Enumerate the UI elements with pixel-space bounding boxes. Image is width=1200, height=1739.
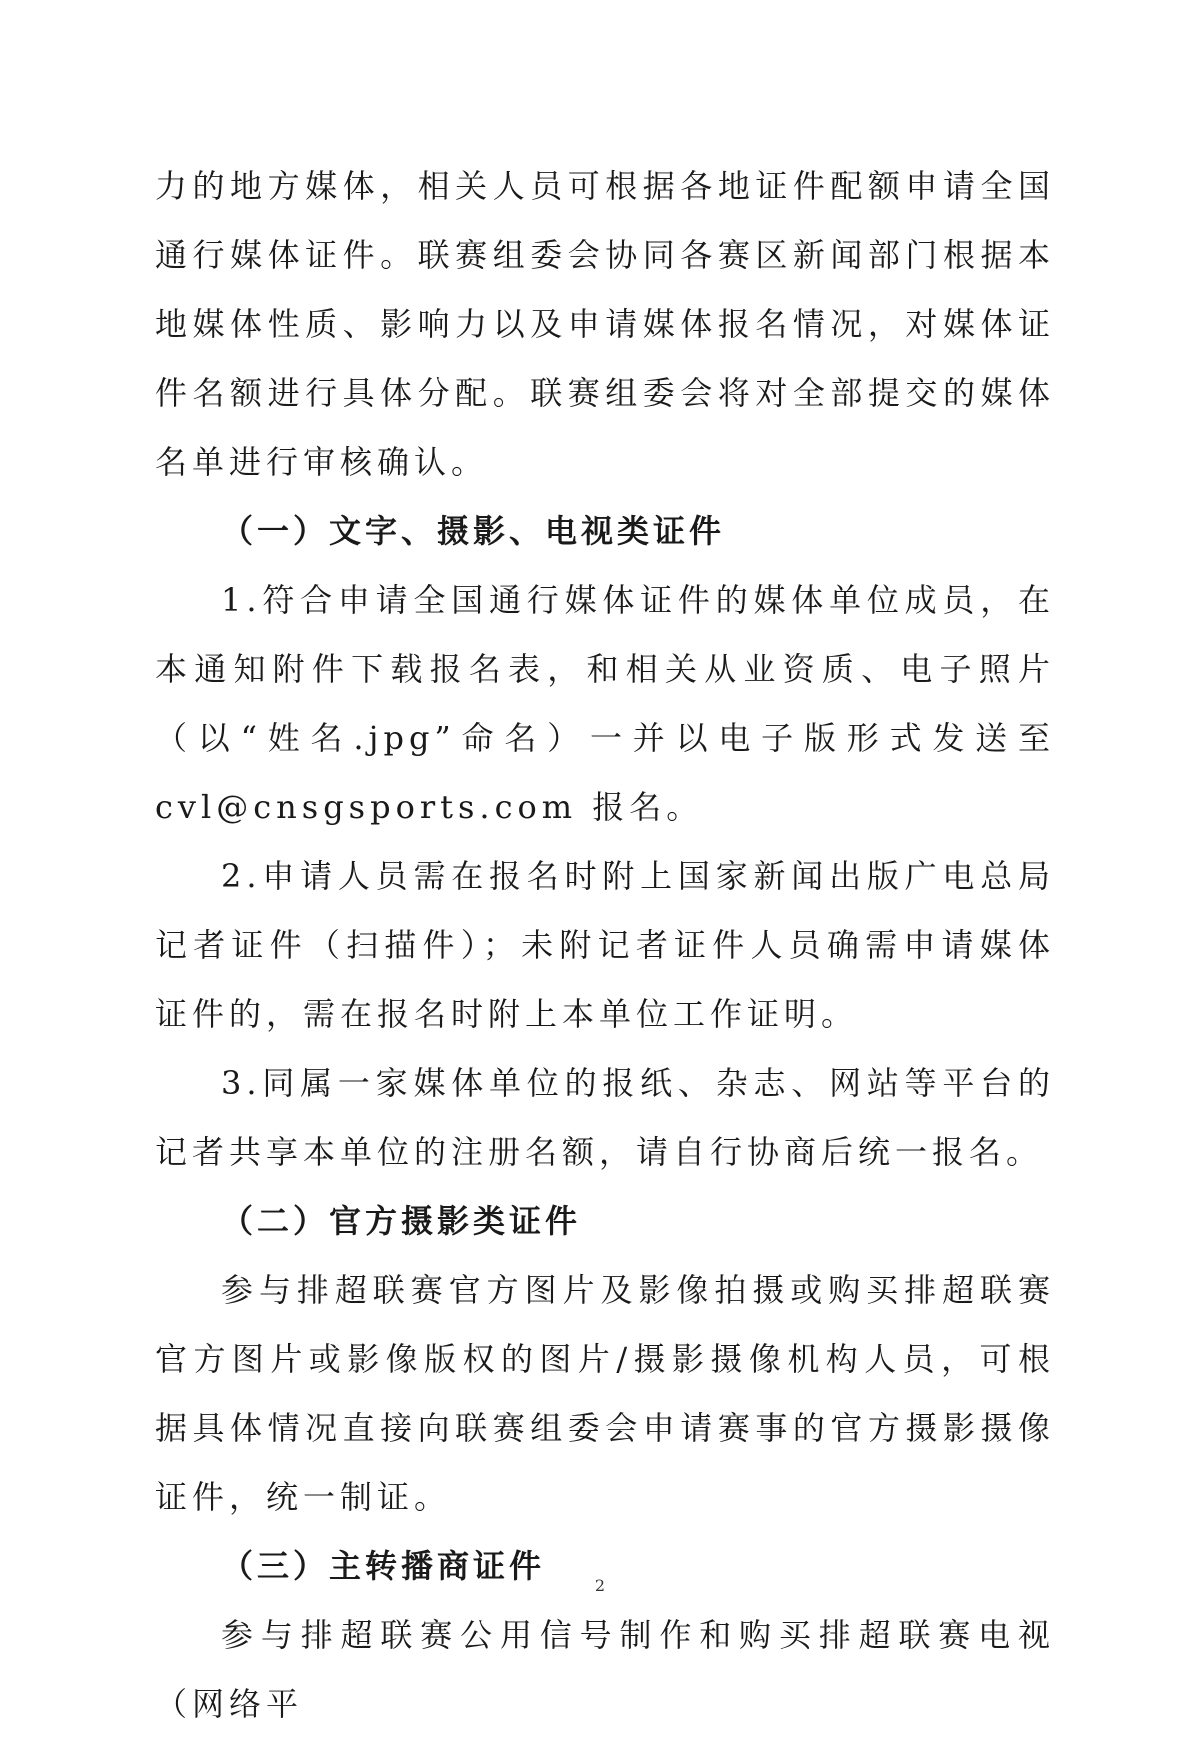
section-1-item-1: 1.符合申请全国通行媒体证件的媒体单位成员，在本通知附件下载报名表，和相关从业资质、电子照片（以“姓名.jpg”命名）一并以电子版形式发送至 cvl@cnsgsports.com 报名。 bbox=[155, 581, 1055, 826]
section-heading-official-photo: （二）官方摄影类证件 bbox=[221, 1202, 582, 1240]
section-3-body: 参与排超联赛公用信号制作和购买排超联赛电视（网络平 bbox=[155, 1616, 1055, 1723]
page-number: 2 bbox=[594, 1576, 606, 1595]
section-1-item-3: 3.同属一家媒体单位的报纸、杂志、网站等平台的记者共享本单位的注册名额，请自行协商后统一报名。 bbox=[155, 1064, 1055, 1171]
section-heading-broadcaster: （三）主转播商证件 bbox=[221, 1547, 546, 1585]
section-2-body: 参与排超联赛官方图片及影像拍摄或购买排超联赛官方图片或影像版权的图片/摄影摄像机构人员，可根据具体情况直接向联赛组委会申请赛事的官方摄影摄像证件，统一制证。 bbox=[155, 1271, 1055, 1516]
section-heading-text-photo-tv: （一）文字、摄影、电视类证件 bbox=[221, 512, 726, 550]
document-body bbox=[155, 152, 1055, 1739]
section-1-item-2: 2.申请人员需在报名时附上国家新闻出版广电总局记者证件（扫描件）；未附记者证件人员确需申请媒体证件的，需在报名时附上本单位工作证明。 bbox=[155, 857, 1055, 1033]
intro-paragraph: 力的地方媒体，相关人员可根据各地证件配额申请全国通行媒体证件。联赛组委会协同各赛区新闻部门根据本地媒体性质、影响力以及申请媒体报名情况，对媒体证件名额进行具体分配。联赛组委会将对全部提交的媒体名单进行审核确认。 bbox=[155, 167, 1055, 481]
